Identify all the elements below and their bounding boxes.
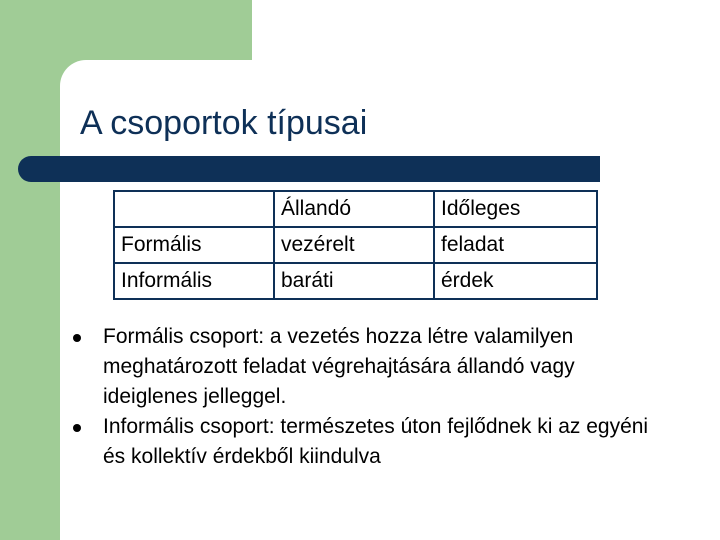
table-header-cell-empty: [114, 191, 274, 227]
table-row: [114, 263, 597, 299]
bullet-dot-icon: [73, 424, 81, 432]
table-row-label-formal: Formális: [114, 227, 274, 263]
decorative-green-strip: [0, 0, 60, 540]
bullet-list: [70, 322, 670, 472]
table-header-cell-permanent: Állandó: [274, 191, 434, 227]
bullet-text: Formális csoport: a vezetés hozza létre valamilyen meghatározott feladat végrehajtására állandó vagy ideiglenes jelleggel.: [103, 325, 575, 408]
table-header-cell-temporary: Időleges: [434, 191, 597, 227]
table-row-label-informal: Informális: [114, 263, 274, 299]
bullet-dot-icon: [73, 334, 81, 342]
bullet-item-formal: [70, 322, 670, 412]
table-cell: feladat: [434, 227, 597, 263]
group-types-table: [113, 190, 598, 300]
bullet-text: Informális csoport: természetes úton fejlődnek ki az egyéni és kollektív érdekből kiindulva: [103, 415, 649, 468]
table-row: [114, 227, 597, 263]
bullet-item-informal: [70, 412, 670, 472]
slide-title: A csoportok típusai: [80, 104, 368, 142]
table-header-row: [114, 191, 597, 227]
table-cell: érdek: [434, 263, 597, 299]
table-cell: vezérelt: [274, 227, 434, 263]
title-underline-bar: [18, 156, 600, 182]
table-cell: baráti: [274, 263, 434, 299]
